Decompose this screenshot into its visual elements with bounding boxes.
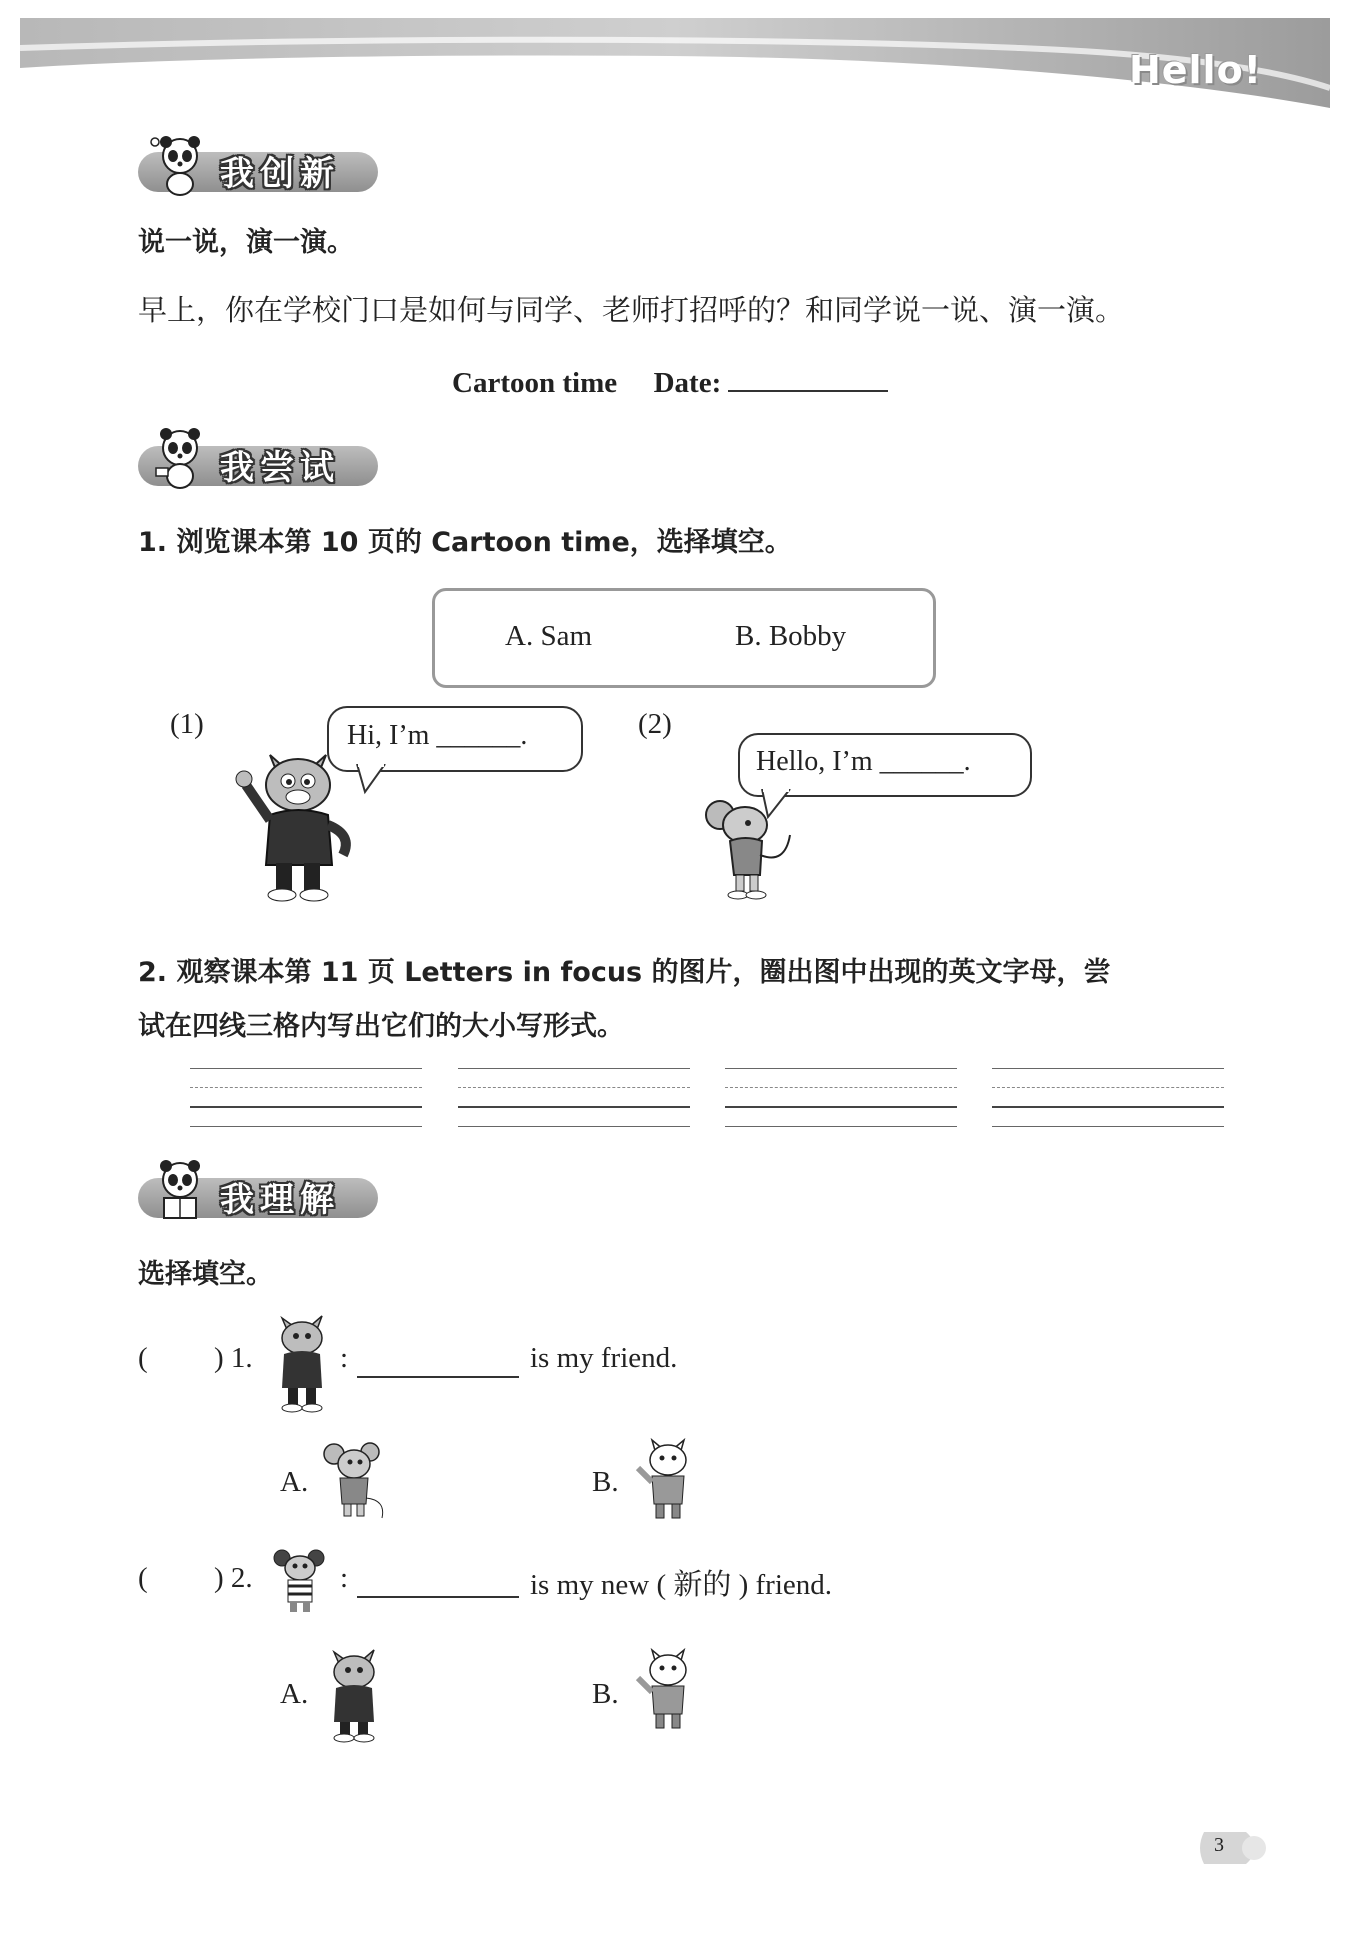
panda-icon bbox=[150, 428, 210, 490]
section-tag-label: 我理解 bbox=[220, 1180, 340, 1220]
answer-blank-1[interactable] bbox=[357, 1350, 519, 1378]
date-blank[interactable] bbox=[728, 364, 888, 392]
q2-option-b-label: B. bbox=[592, 1678, 619, 1710]
cat-character-icon bbox=[320, 1644, 390, 1744]
cartoon-time-title: Cartoon time bbox=[452, 367, 618, 399]
question-2-line-2: 试在四线三格内写出它们的大小写形式。 bbox=[138, 1011, 624, 1042]
answer-blank-2[interactable] bbox=[357, 1570, 519, 1598]
cat-character-icon bbox=[268, 1310, 338, 1415]
mouse-character-icon bbox=[690, 795, 800, 905]
answer-paren-open-1[interactable]: ( bbox=[138, 1342, 148, 1374]
section-tag-create bbox=[138, 134, 383, 196]
question-number-1: ) 1. bbox=[214, 1342, 253, 1374]
instruction-say-act: 说一说，演一演。 bbox=[138, 227, 354, 258]
q1-option-a-label: A. bbox=[280, 1466, 309, 1498]
q1-option-b-label: B. bbox=[592, 1466, 619, 1498]
section-tag-label: 我创新 bbox=[220, 154, 340, 194]
cat-character-icon bbox=[228, 745, 368, 905]
prompt-text: 早上，你在学校门口是如何与同学、老师打招呼的？和同学说一说、演一演。 bbox=[138, 293, 1125, 327]
writing-grid-2[interactable] bbox=[458, 1068, 690, 1130]
banner-hello-text: Hello! bbox=[1128, 48, 1262, 92]
writing-grid-4[interactable] bbox=[992, 1068, 1224, 1130]
item-2-number: (2) bbox=[638, 708, 672, 740]
page-number: 3 bbox=[1214, 1834, 1224, 1856]
date-label: Date: bbox=[653, 367, 722, 399]
colon-2: : bbox=[340, 1562, 349, 1594]
writing-grid-1[interactable] bbox=[190, 1068, 422, 1130]
question-number-2: ) 2. bbox=[214, 1562, 253, 1594]
option-b: B. Bobby bbox=[735, 620, 847, 652]
instruction-choose: 选择填空。 bbox=[138, 1259, 273, 1290]
mouse-striped-character-icon bbox=[270, 1548, 330, 1618]
speech-text-2: Hello, I’m ______. bbox=[756, 746, 971, 777]
item-1-number: (1) bbox=[170, 708, 204, 740]
question-1-text: is my friend. bbox=[530, 1342, 678, 1374]
section-tag-understand bbox=[138, 1160, 383, 1222]
speech-text-1: Hi, I’m ______. bbox=[347, 720, 528, 751]
answer-paren-open-2[interactable]: ( bbox=[138, 1562, 148, 1594]
page-number-badge bbox=[1196, 1828, 1271, 1868]
question-2-text: is my new ( 新的 ) friend. bbox=[530, 1569, 833, 1601]
cat-white-character-icon bbox=[632, 1434, 704, 1526]
option-a: A. Sam bbox=[505, 620, 592, 652]
panda-icon bbox=[150, 1160, 210, 1222]
mouse-character-icon bbox=[320, 1440, 390, 1525]
writing-grid-3[interactable] bbox=[725, 1068, 957, 1130]
question-1: 1. 浏览课本第 10 页的 Cartoon time，选择填空。 bbox=[138, 527, 792, 558]
cat-white-character-icon bbox=[632, 1644, 704, 1740]
panda-icon bbox=[150, 134, 210, 196]
question-2-line-1: 2. 观察课本第 11 页 Letters in focus 的图片，圈出图中出现的英文字母，尝 bbox=[138, 957, 1111, 988]
section-tag-try bbox=[138, 428, 383, 490]
cartoon-time-heading bbox=[452, 364, 888, 400]
section-tag-label: 我尝试 bbox=[220, 448, 340, 488]
q2-option-a-label: A. bbox=[280, 1678, 309, 1710]
colon-1: : bbox=[340, 1342, 349, 1374]
